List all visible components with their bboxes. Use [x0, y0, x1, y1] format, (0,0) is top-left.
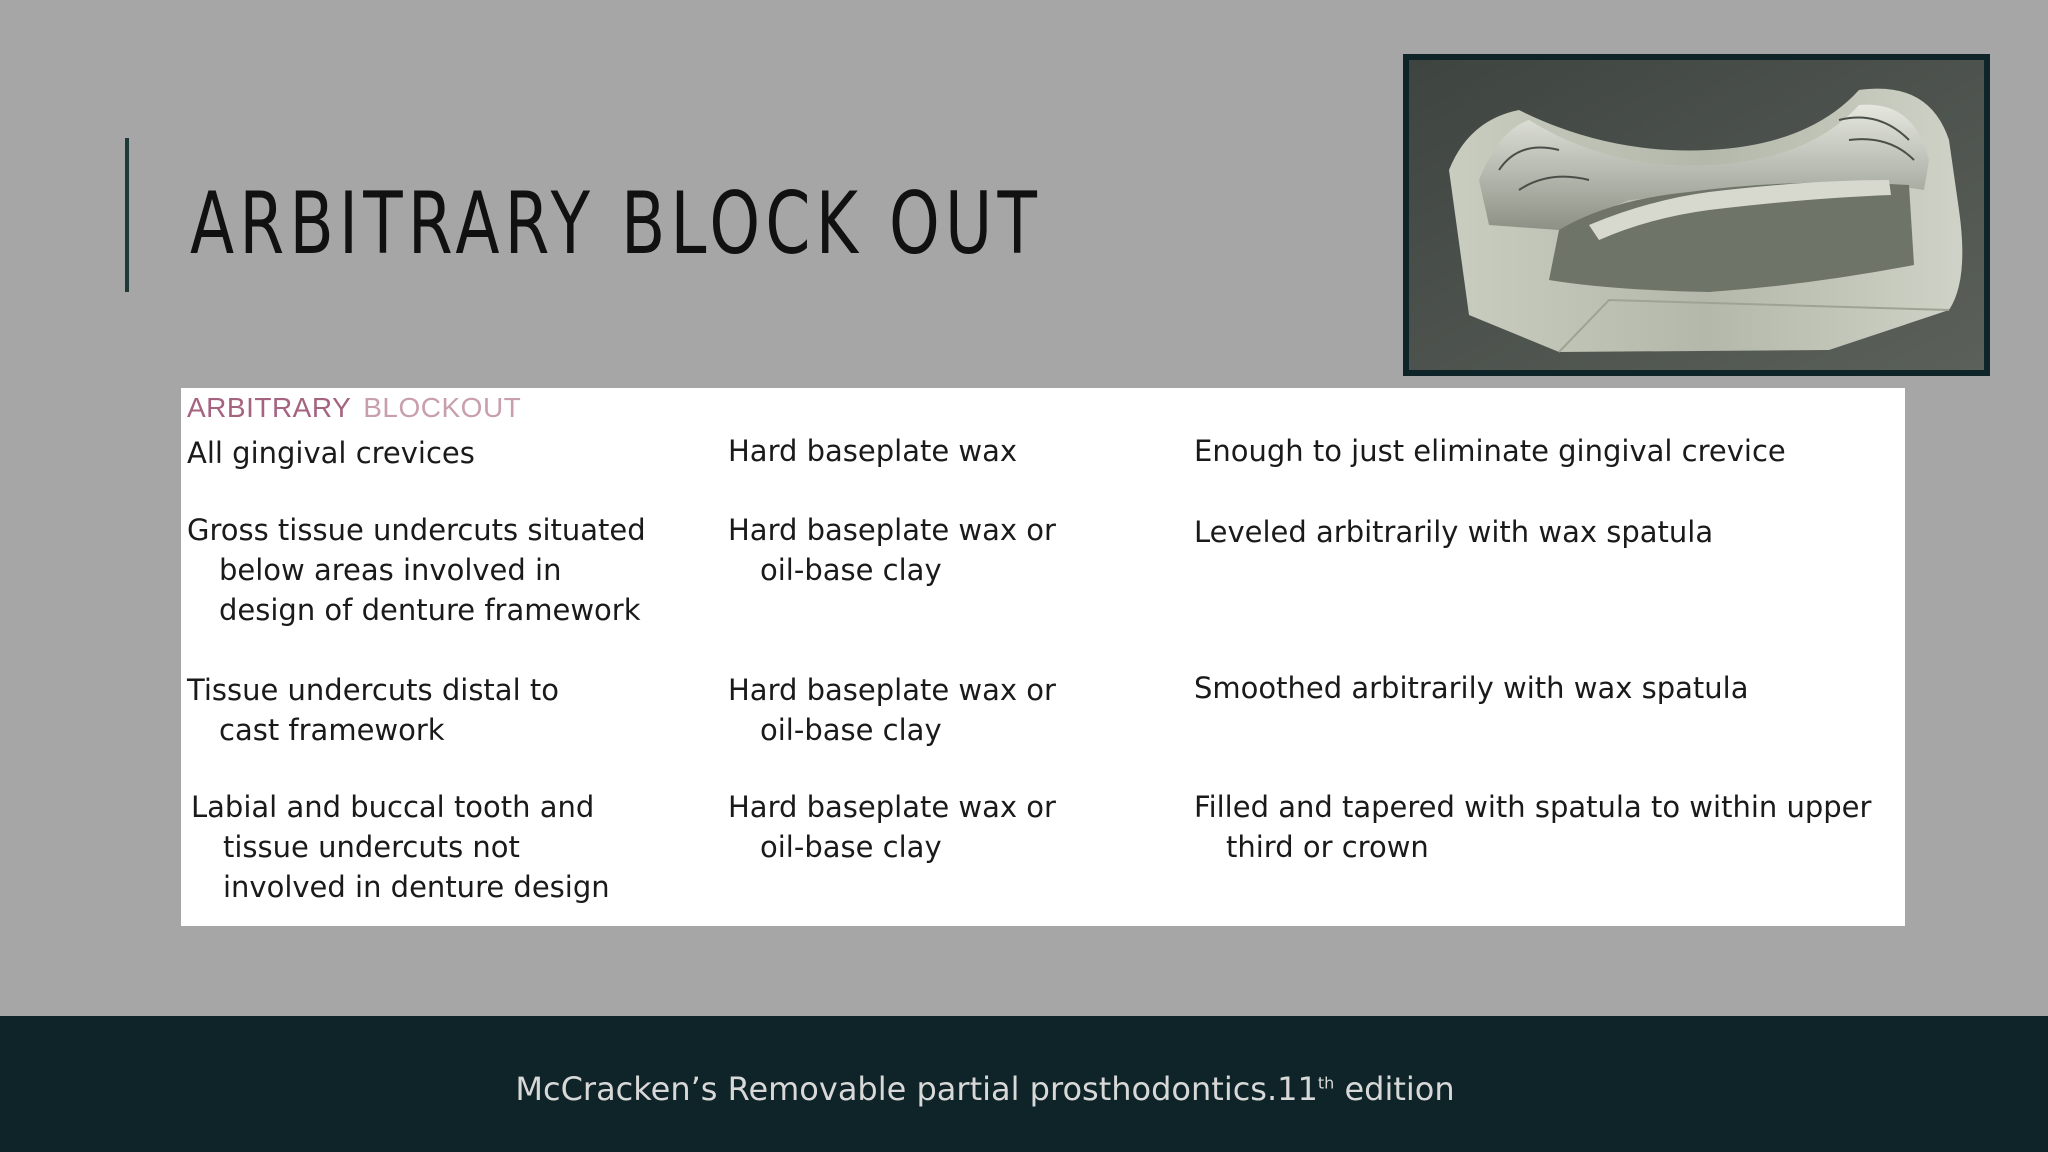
table-heading-main: ARBITRARY [187, 392, 352, 423]
table-cell-material [728, 787, 1056, 867]
table-cell-area [187, 433, 475, 473]
table-cell-material [728, 510, 1056, 590]
title-accent-bar [125, 138, 129, 292]
photo-frame [1403, 54, 1990, 376]
footer-bar [0, 1016, 2048, 1152]
cell-line: Hard baseplate wax [728, 434, 1018, 468]
table-cell-area [187, 670, 559, 750]
cell-line: design of denture framework [219, 593, 641, 627]
table-cell-method [1194, 431, 1786, 471]
cell-line: third or crown [1226, 830, 1429, 864]
cell-line: Hard baseplate wax or [728, 673, 1056, 707]
cell-line: below areas involved in [219, 553, 562, 587]
cell-line: Hard baseplate wax or [728, 513, 1056, 547]
cell-line: Leveled arbitrarily with wax spatula [1194, 515, 1714, 549]
cell-line: Smoothed arbitrarily with wax spatula [1194, 671, 1749, 705]
cell-line: Gross tissue undercuts situated [187, 513, 646, 547]
cell-line: involved in denture design [223, 870, 610, 904]
table-cell-method [1194, 512, 1713, 552]
dental-cast-photo [1409, 60, 1984, 370]
blockout-table [181, 388, 1905, 926]
cell-line: oil-base clay [760, 713, 942, 747]
cell-line: oil-base clay [760, 553, 942, 587]
cell-line: cast framework [219, 713, 445, 747]
table-cell-material [728, 670, 1056, 750]
table-heading-light: BLOCKOUT [363, 392, 522, 423]
cell-line: Enough to just eliminate gingival crevice [1194, 434, 1786, 468]
table-cell-area [191, 787, 610, 907]
cell-line: All gingival crevices [187, 436, 475, 470]
cell-line: Hard baseplate wax or [728, 790, 1056, 824]
cell-line: oil-base clay [760, 830, 942, 864]
table-cell-method [1194, 787, 1871, 867]
cell-line: tissue undercuts not [223, 830, 520, 864]
footer-text-edition: edition [1334, 1070, 1455, 1108]
table-cell-area [187, 510, 646, 630]
cell-line: Tissue undercuts distal to [187, 673, 559, 707]
footer-text-main: McCracken’s Removable partial prosthodontics.11 [515, 1070, 1318, 1108]
footer-superscript: th [1317, 1073, 1335, 1093]
table-cell-material [728, 431, 1017, 471]
table-cell-method [1194, 668, 1748, 708]
table-heading [187, 392, 521, 424]
cell-line: Labial and buccal tooth and [191, 790, 595, 824]
footer-citation [0, 1070, 1970, 1108]
slide-title: ARBITRARY BLOCK OUT [190, 174, 1043, 274]
cell-line: Filled and tapered with spatula to within upper [1194, 790, 1872, 824]
